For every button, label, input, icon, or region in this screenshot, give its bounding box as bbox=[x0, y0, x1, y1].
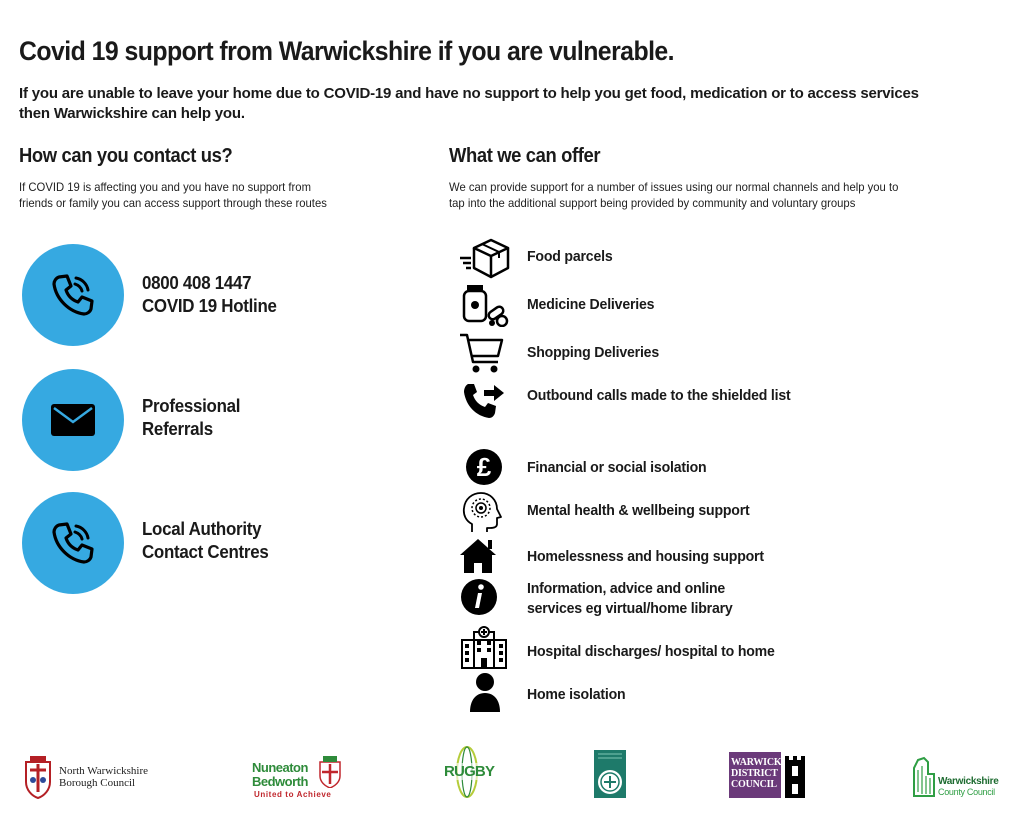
offer-financial: Financial or social isolation bbox=[527, 459, 707, 476]
info-icon bbox=[458, 575, 510, 619]
stratford-logo bbox=[594, 750, 626, 798]
offer-hospital: Hospital discharges/ hospital to home bbox=[527, 643, 775, 660]
contact-centres-text: Local Authority Contact Centres bbox=[142, 519, 269, 562]
page-title: Covid 19 support from Warwickshire if you are vulnerable. bbox=[19, 36, 675, 66]
offer-home-isolation: Home isolation bbox=[527, 686, 626, 703]
envelope-icon bbox=[49, 402, 97, 438]
hotline-text: 0800 408 1447 COVID 19 Hotline bbox=[142, 273, 277, 316]
intro-text: If you are unable to leave your home due to COVID-19 and have no support to help you get food, medication or to access services then Warwickshire can help you. bbox=[19, 85, 919, 122]
referrals-text: Professional Referrals bbox=[142, 396, 241, 439]
medicine-icon bbox=[458, 283, 510, 327]
nuneaton-bedworth-logo: Nuneaton Bedworth United to Achieve bbox=[252, 752, 344, 800]
phone-circle[interactable] bbox=[22, 244, 124, 346]
warwickshire-county-logo: Warwickshire County Council bbox=[910, 754, 1006, 798]
person-icon bbox=[458, 670, 510, 714]
svg-text:£: £ bbox=[476, 452, 492, 482]
shopping-cart-icon bbox=[458, 332, 510, 376]
phone-circle[interactable] bbox=[22, 492, 124, 594]
phone-icon bbox=[49, 519, 97, 567]
email-circle[interactable] bbox=[22, 369, 124, 471]
north-warwickshire-logo: North Warwickshire Borough Council bbox=[22, 752, 162, 800]
warwick-district-logo: WARWICK DISTRICT COUNCIL bbox=[729, 752, 809, 798]
offer-outbound-calls: Outbound calls made to the shielded list bbox=[527, 387, 791, 404]
offer-medicine: Medicine Deliveries bbox=[527, 296, 655, 313]
hospital-icon bbox=[458, 626, 510, 670]
contact-heading: How can you contact us? bbox=[19, 145, 233, 167]
offer-mental-health: Mental health & wellbeing support bbox=[527, 502, 750, 519]
crest-icon bbox=[318, 754, 342, 788]
house-icon bbox=[458, 535, 510, 579]
outbound-call-icon bbox=[458, 380, 510, 424]
box-icon bbox=[458, 236, 510, 280]
phone-icon bbox=[49, 271, 97, 319]
offer-food-parcels: Food parcels bbox=[527, 248, 613, 265]
offer-housing: Homelessness and housing support bbox=[527, 548, 764, 565]
offer-information: Information, advice and online services eg virtual/home library bbox=[527, 580, 733, 617]
offer-shopping: Shopping Deliveries bbox=[527, 344, 659, 361]
offer-description: We can provide support for a number of issues using our normal channels and help you to tap into the additional support being provided by community and voluntary groups bbox=[449, 180, 899, 210]
offer-heading: What we can offer bbox=[449, 145, 601, 167]
crest-icon bbox=[594, 750, 626, 798]
bear-icon bbox=[910, 754, 938, 798]
pound-icon bbox=[458, 446, 510, 490]
tower-icon bbox=[781, 752, 809, 798]
mental-health-icon bbox=[458, 490, 510, 534]
crest-icon bbox=[22, 752, 54, 800]
contact-description: If COVID 19 is affecting you and you have no support from friends or family you can access support through these routes bbox=[19, 180, 327, 210]
rugby-logo: RUGBY bbox=[443, 745, 491, 799]
